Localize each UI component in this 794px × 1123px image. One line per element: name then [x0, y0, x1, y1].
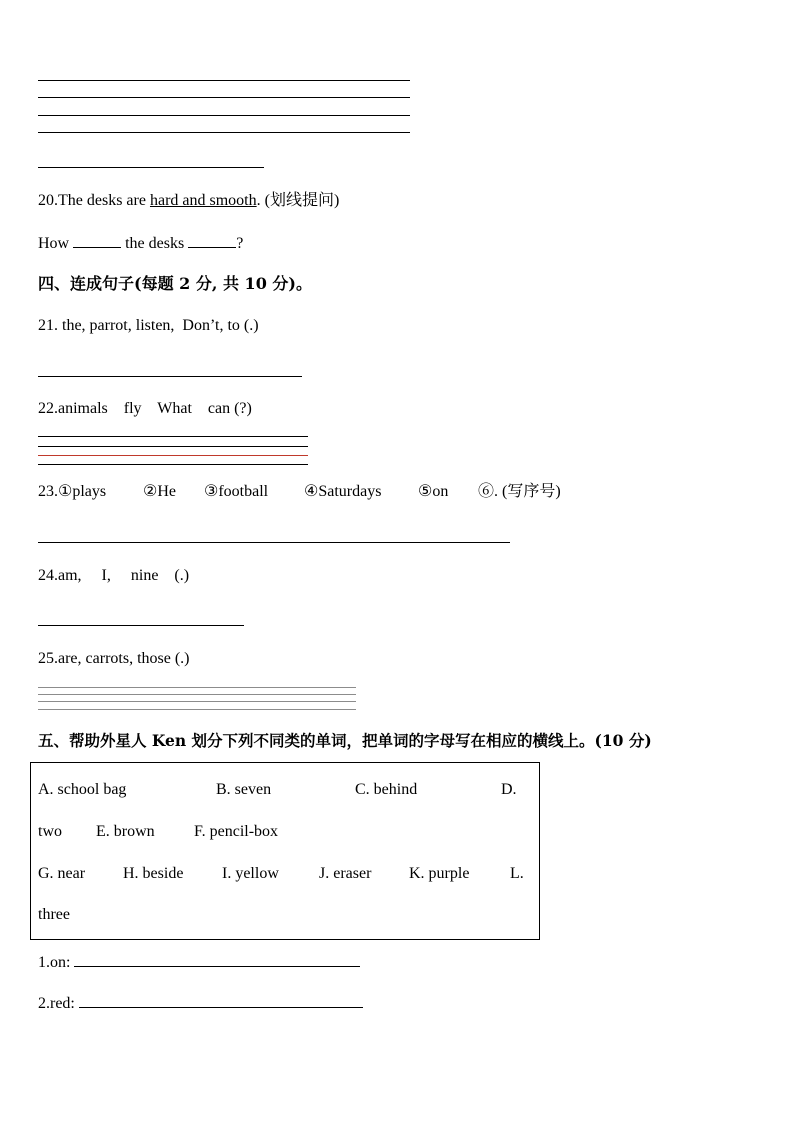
category-label: 1.on: — [38, 954, 71, 971]
answer-line[interactable] — [38, 446, 308, 447]
answer-line — [38, 115, 410, 116]
word-d-cont: two — [38, 823, 62, 840]
word-3: ③football — [204, 483, 269, 500]
answer-line[interactable] — [38, 687, 356, 688]
category-2 — [38, 993, 363, 1014]
question-21: 21. the, parrot, listen, Don’t, to (.) — [38, 317, 259, 334]
word-4: ④Saturdays — [304, 483, 382, 500]
fill-blank[interactable] — [188, 233, 236, 248]
category-answer-blank[interactable] — [79, 993, 363, 1008]
question-23 — [38, 482, 106, 502]
category-answer-blank[interactable] — [74, 952, 360, 967]
question-25: 25.are, carrots, those (.) — [38, 650, 190, 667]
question-text: The desks are — [58, 192, 150, 209]
question-24: 24.am, I, nine (.) — [38, 567, 190, 584]
answer-line — [38, 132, 410, 133]
answer-line[interactable] — [38, 436, 308, 437]
word-k: K. purple — [409, 865, 470, 882]
answer-line — [38, 97, 410, 98]
question-instruction: . (划线提问) — [256, 192, 340, 209]
word-1: ①plays — [58, 483, 107, 500]
answer-line[interactable] — [38, 701, 356, 702]
section-4-heading: 四、连成句子(每题 2 分, 共 10 分)。 — [38, 274, 312, 293]
word-d: D. — [501, 781, 517, 798]
question-number: 23. — [38, 483, 58, 500]
section-5-heading: 五、帮助外星人 Ken 划分下列不同类的单词，把单词的字母写在相应的横线上。(10 分) — [38, 731, 652, 750]
answer-line-red[interactable] — [38, 455, 308, 456]
answer-prefix: How — [38, 235, 70, 252]
question-22: 22.animals fly What can (?) — [38, 400, 252, 417]
answer-line[interactable] — [38, 694, 356, 695]
word-g: G. near — [38, 865, 86, 882]
word-f: F. pencil-box — [194, 823, 279, 840]
fill-blank[interactable] — [73, 233, 121, 248]
word-l-cont: three — [38, 906, 70, 923]
category-1 — [38, 952, 360, 973]
answer-line — [38, 80, 410, 81]
underlined-phrase: hard and smooth — [149, 192, 257, 209]
word-l: L. — [510, 865, 524, 882]
word-e: E. brown — [96, 823, 155, 840]
answer-line[interactable] — [38, 542, 510, 543]
word-6: ⑥. (写序号) — [478, 483, 561, 500]
answer-line[interactable] — [38, 464, 308, 465]
word-i: I. yellow — [222, 865, 279, 882]
answer-line[interactable] — [38, 376, 302, 377]
answer-mid: the desks — [125, 235, 185, 252]
word-2: ②He — [143, 483, 176, 500]
answer-line — [38, 167, 264, 168]
answer-line[interactable] — [38, 625, 244, 626]
question-20 — [38, 191, 339, 211]
answer-suffix: ? — [236, 235, 244, 252]
word-c: C. behind — [355, 781, 418, 798]
question-20-answer — [38, 233, 243, 254]
word-b: B. seven — [216, 781, 272, 798]
word-box — [30, 762, 540, 940]
word-a: A. school bag — [38, 781, 127, 798]
word-h: H. beside — [123, 865, 184, 882]
answer-line[interactable] — [38, 709, 356, 710]
question-number: 20. — [38, 192, 58, 209]
category-label: 2.red: — [38, 995, 75, 1012]
word-5: ⑤on — [418, 483, 449, 500]
word-j: J. eraser — [319, 865, 372, 882]
